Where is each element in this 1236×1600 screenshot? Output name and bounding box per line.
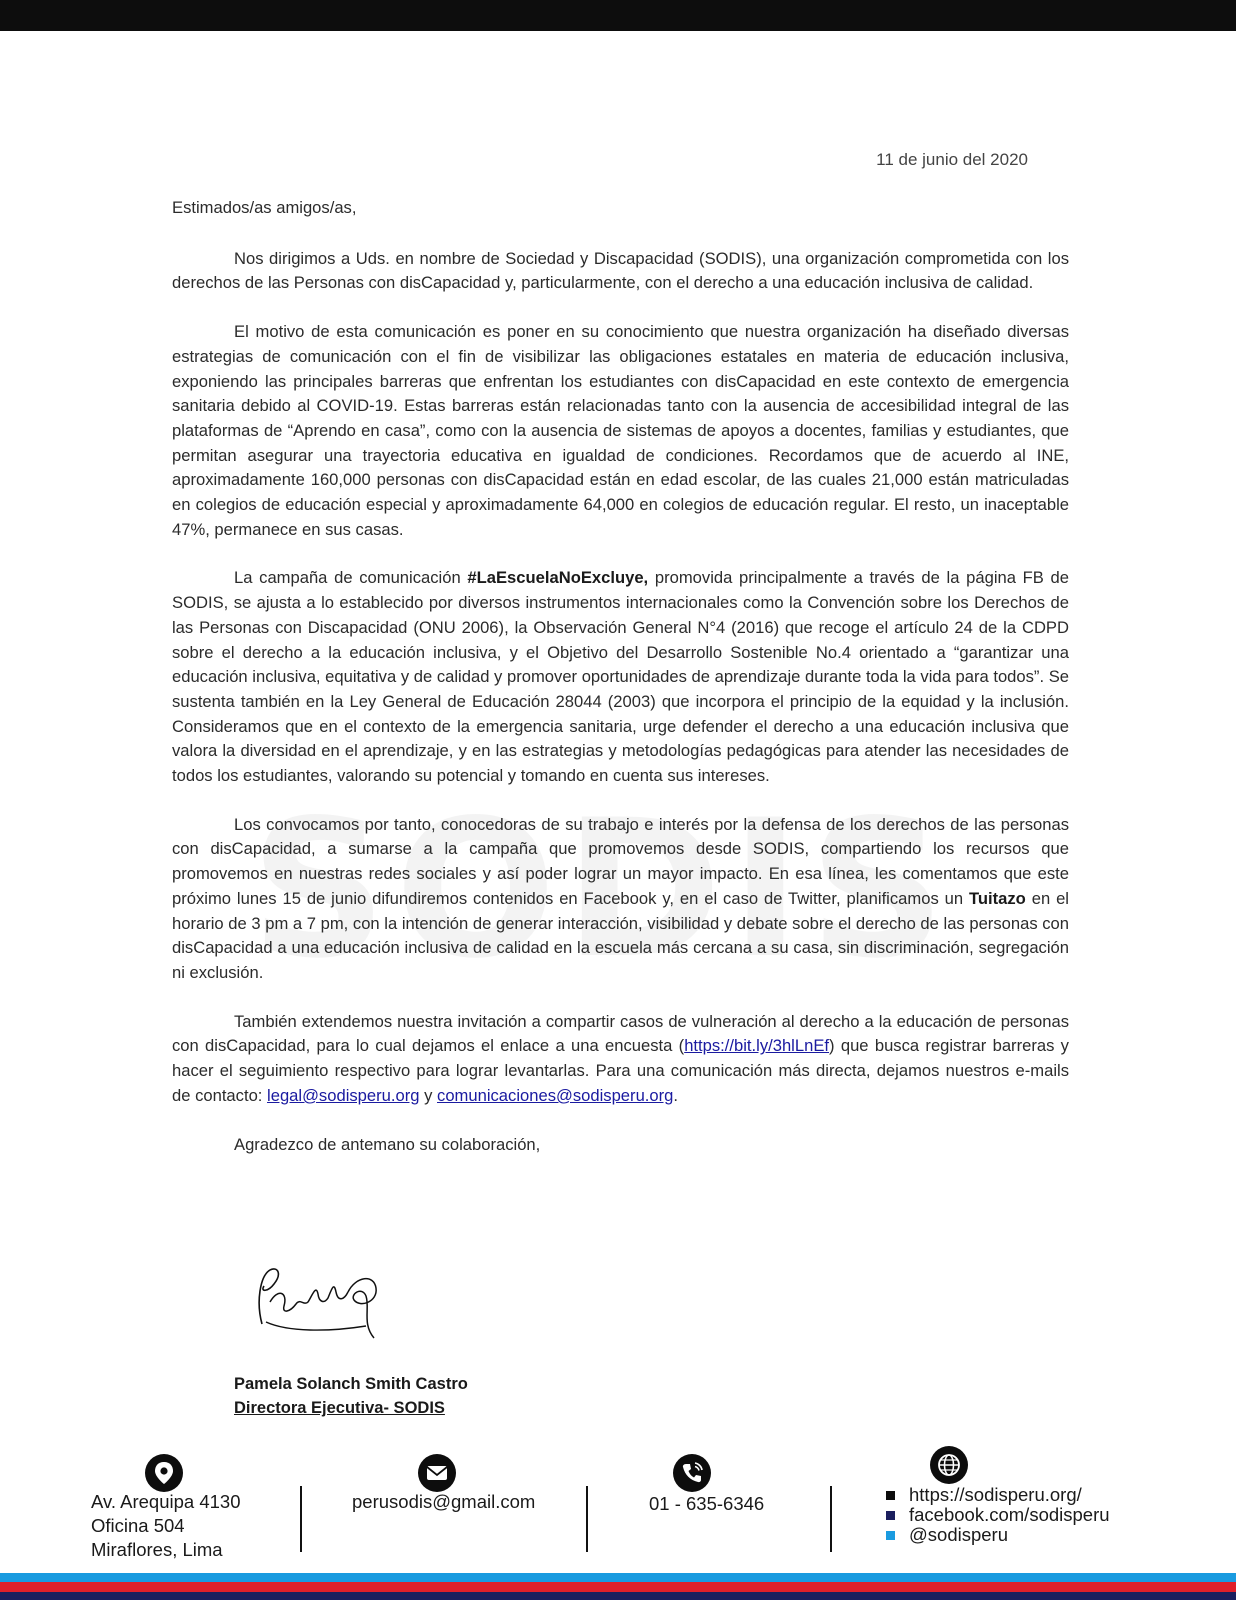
footer-stripe-red xyxy=(0,1582,1236,1592)
address-line-2: Oficina 504 xyxy=(91,1515,185,1536)
blue-square-icon xyxy=(886,1531,895,1540)
paragraph-4 xyxy=(172,813,1069,986)
social-web[interactable] xyxy=(886,1485,1110,1505)
footer-address xyxy=(91,1490,241,1562)
paragraph-2: El motivo de esta comunicación es poner en su conocimiento que nuestra organización ha diseñado diversas estrategias de comunicación con el fin de visibilizar las obligaciones estatales en materia de educación inclusiva, exponiendo las principales barreras que enfrentan los estudiantes con disCapacidad en este contexto de emergencia sanitaria debido al COVID-19. Estas barreras están relacionadas tanto con la ausencia de accesibilidad integral de las plataformas de “Aprendo en casa”, como con la ausencia de sistemas de apoyos a docentes, familias y estudiantes, que permitan asegurar una trayectoria educativa en igualdad de condiciones. Recordamos que de acuerdo al INE, aproximadamente 160,000 personas con disCapacidad están en edad escolar, de las cuales 21,000 están matriculadas en colegios de educación especial y aproximadamente 64,000 en colegios de educación regular. El resto, un inaceptable 47%, permanece en sus casas. xyxy=(172,322,1069,539)
letter-date: 11 de junio del 2020 xyxy=(876,150,1028,169)
signer-role: Directora Ejecutiva- SODIS xyxy=(234,1399,445,1417)
paragraph-4-rest: en el horario de 3 pm a 7 pm, con la intención de generar interacción, visibilidad y debate sobre el derecho de las personas con disCapacidad a una educación inclusiva de calidad en la escuela más cercana a su casa, sin discriminación, segregación ni exclusión. xyxy=(172,888,1069,982)
paragraph-1: Nos dirigimos a Uds. en nombre de Sociedad y Discapacidad (SODIS), una organización comprometida con los derechos de las Personas con disCapacidad y, particularmente, con el derecho a una educación inclusiva de calidad. xyxy=(172,248,1069,293)
footer-social xyxy=(886,1485,1110,1545)
footer-divider xyxy=(300,1486,302,1552)
paragraph-4-start: Los convocamos por tanto, conocedoras de su trabajo e interés por la defensa de los derechos de las personas con disCapacidad, a sumarse a la campaña que promovemos desde SODIS, compartiendo los recursos que promovemos en nuestras redes sociales y así poder lograr un mayor impacto. En esa línea, les comentamos que este próximo lunes 15 de junio difundiremos contenidos en Facebook y, en el caso de Twitter, planificamos un xyxy=(172,814,1069,908)
paragraph-3 xyxy=(172,566,1069,788)
social-facebook[interactable] xyxy=(886,1505,1110,1525)
envelope-icon xyxy=(418,1454,456,1492)
footer xyxy=(0,1440,1236,1570)
salutation: Estimados/as amigos/as, xyxy=(172,198,357,217)
paragraph-3-start: La campaña de comunicación xyxy=(234,568,468,588)
footer-phone[interactable]: 01 - 635-6346 xyxy=(649,1493,765,1514)
footer-stripe-navy xyxy=(0,1592,1236,1600)
letter-body xyxy=(172,196,1069,1157)
paragraph-5-end: . xyxy=(673,1085,679,1105)
footer-divider xyxy=(830,1486,832,1552)
closing-thanks: Agradezco de antemano su colaboración, xyxy=(234,1134,541,1154)
paragraph-3-rest: promovida principalmente a través de la página FB de SODIS, se ajusta a lo establecido por diversos instrumentos internacionales como la Convención sobre los Derechos de las Personas con Discapacidad (ONU 2006), la Observación General N°4 (2016) que recoge el artículo 24 de la CDPD sobre el derecho a la educación inclusiva, y el Objetivo del Desarrollo Sostenible No.4 orientado a “garantizar una educación inclusiva, equitativa y de calidad y promover oportunidades de aprendizaje durante toda la vida para todos”. Se sustenta también en la Ley General de Educación 28044 (2003) que incorpora el principio de la equidad y la inclusión. Consideramos que en el contexto de la emergencia sanitaria, urge defender el derecho a una educación inclusiva que valora la diversidad en el aprendizaje, y en las estrategias y metodologías pedagógicas para atender las necesidades de todos los estudiantes, valorando su potencial y tomando en cuenta sus intereses. xyxy=(172,568,1070,786)
legal-email-link[interactable]: legal@sodisperu.org xyxy=(267,1085,420,1105)
globe-icon xyxy=(930,1446,968,1484)
address-line-1: Av. Arequipa 4130 xyxy=(91,1491,241,1512)
survey-link[interactable]: https://bit.ly/3hlLnEf xyxy=(684,1036,830,1056)
handwritten-signature xyxy=(248,1262,398,1342)
tuitazo-bold: Tuitazo xyxy=(968,888,1026,908)
twitter-handle[interactable]: @sodisperu xyxy=(909,1524,1008,1545)
footer-stripe-blue xyxy=(0,1573,1236,1582)
paragraph-5-start: También extendemos nuestra invitación a compartir casos de vulneración al derecho a la educación de personas con disCapacidad, para lo cual dejamos el enlace a una encuesta ( xyxy=(172,1011,1069,1056)
address-line-3: Miraflores, Lima xyxy=(91,1539,223,1560)
comunicaciones-email-link[interactable]: comunicaciones@sodisperu.org xyxy=(437,1085,674,1105)
signer-name: Pamela Solanch Smith Castro xyxy=(234,1375,468,1393)
email-conjunction: y xyxy=(419,1085,438,1105)
paragraph-5-middle: ) que busca registrar barreras y hacer el seguimiento respectivo para lograr levantarlas. Para una comunicación más directa, dejamos nuestros e-mails de contacto: xyxy=(172,1036,1069,1105)
footer-email[interactable]: perusodis@gmail.com xyxy=(352,1491,536,1512)
footer-divider xyxy=(586,1486,588,1552)
location-pin-icon xyxy=(145,1454,183,1492)
social-twitter[interactable] xyxy=(886,1525,1110,1545)
top-border-bar xyxy=(0,0,1236,31)
campaign-hashtag: #LaEscuelaNoExcluye, xyxy=(467,568,649,588)
phone-icon xyxy=(673,1454,711,1492)
black-square-icon xyxy=(886,1491,895,1500)
web-url[interactable]: https://sodisperu.org/ xyxy=(909,1484,1082,1505)
navy-square-icon xyxy=(886,1511,895,1520)
paragraph-5 xyxy=(172,1010,1069,1109)
facebook-handle[interactable]: facebook.com/sodisperu xyxy=(909,1504,1110,1525)
